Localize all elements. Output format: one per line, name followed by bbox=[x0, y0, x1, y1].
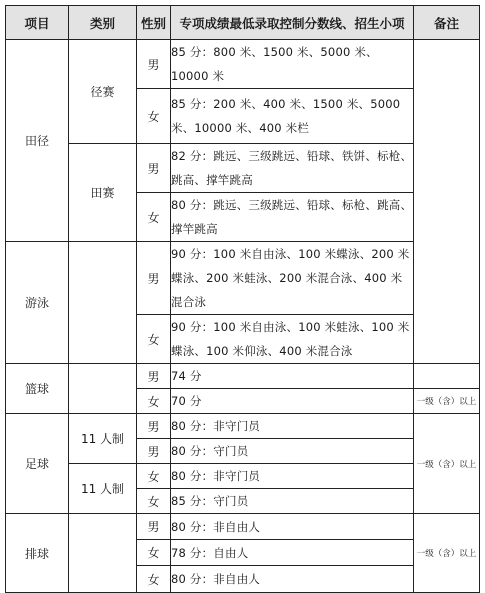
category-empty bbox=[69, 242, 137, 364]
project-track: 田径 bbox=[6, 40, 69, 242]
gender-cell: 女 bbox=[137, 540, 171, 566]
project-football: 足球 bbox=[6, 414, 69, 514]
requirement-cell: 78 分：自由人 bbox=[171, 540, 414, 566]
gender-cell: 男 bbox=[137, 364, 171, 389]
requirement-cell: 80 分：非守门员 bbox=[171, 414, 414, 439]
requirement-cell: 80 分：跳远、三级跳远、铅球、标枪、跳高、撑竿跳高 bbox=[171, 193, 414, 242]
gender-cell: 男 bbox=[137, 439, 171, 464]
header-row bbox=[6, 6, 480, 40]
requirement-cell: 85 分：200 米、400 米、1500 米、5000 米、10000 米、400 米栏 bbox=[171, 89, 414, 144]
requirement-cell: 80 分：非守门员 bbox=[171, 464, 414, 489]
requirement-cell: 80 分：守门员 bbox=[171, 439, 414, 464]
gender-cell: 女 bbox=[137, 193, 171, 242]
project-basketball: 篮球 bbox=[6, 364, 69, 414]
table-row bbox=[6, 464, 480, 489]
requirement-cell: 90 分：100 米自由泳、100 米蝶泳、200 米蝶泳、200 米蛙泳、200 米混合泳、400 米混合泳 bbox=[171, 242, 414, 315]
gender-cell: 女 bbox=[137, 315, 171, 364]
category-running: 径赛 bbox=[69, 40, 137, 144]
admission-score-table bbox=[5, 5, 480, 593]
table-row bbox=[6, 414, 480, 439]
header-requirement: 专项成绩最低录取控制分数线、招生小项 bbox=[171, 6, 414, 40]
note-cell: 一级（含）以上 bbox=[414, 414, 480, 514]
header-gender: 性别 bbox=[137, 6, 171, 40]
requirement-cell: 90 分：100 米自由泳、100 米蛙泳、100 米蝶泳、100 米仰泳、400 米混合泳 bbox=[171, 315, 414, 364]
requirement-cell: 82 分：跳远、三级跳远、铅球、铁饼、标枪、跳高、撑竿跳高 bbox=[171, 144, 414, 193]
gender-cell: 女 bbox=[137, 89, 171, 144]
note-cell-empty bbox=[414, 40, 480, 364]
requirement-cell: 80 分：非自由人 bbox=[171, 514, 414, 540]
gender-cell: 女 bbox=[137, 566, 171, 593]
category-empty bbox=[69, 514, 137, 593]
note-cell: 一级（含）以上 bbox=[414, 389, 480, 414]
project-swimming: 游泳 bbox=[6, 242, 69, 364]
requirement-cell: 85 分：守门员 bbox=[171, 489, 414, 514]
table-row bbox=[6, 144, 480, 193]
category-empty bbox=[69, 364, 137, 414]
table-row bbox=[6, 514, 480, 540]
header-item: 项目 bbox=[6, 6, 69, 40]
requirement-cell: 70 分 bbox=[171, 389, 414, 414]
requirement-cell: 80 分：非自由人 bbox=[171, 566, 414, 593]
gender-cell: 男 bbox=[137, 144, 171, 193]
category-football-female: 11 人制 bbox=[69, 464, 137, 514]
gender-cell: 男 bbox=[137, 414, 171, 439]
gender-cell: 男 bbox=[137, 514, 171, 540]
table-row bbox=[6, 364, 480, 389]
table-row bbox=[6, 40, 480, 89]
category-field: 田赛 bbox=[69, 144, 137, 242]
requirement-cell: 74 分 bbox=[171, 364, 414, 389]
project-volleyball: 排球 bbox=[6, 514, 69, 593]
note-cell-empty bbox=[414, 364, 480, 389]
gender-cell: 女 bbox=[137, 489, 171, 514]
gender-cell: 女 bbox=[137, 389, 171, 414]
gender-cell: 男 bbox=[137, 40, 171, 89]
gender-cell: 女 bbox=[137, 464, 171, 489]
header-note: 备注 bbox=[414, 6, 480, 40]
category-football-male: 11 人制 bbox=[69, 414, 137, 464]
requirement-cell: 85 分：800 米、1500 米、5000 米、10000 米 bbox=[171, 40, 414, 89]
table-row bbox=[6, 242, 480, 315]
header-category: 类别 bbox=[69, 6, 137, 40]
gender-cell: 男 bbox=[137, 242, 171, 315]
note-cell: 一级（含）以上 bbox=[414, 514, 480, 593]
